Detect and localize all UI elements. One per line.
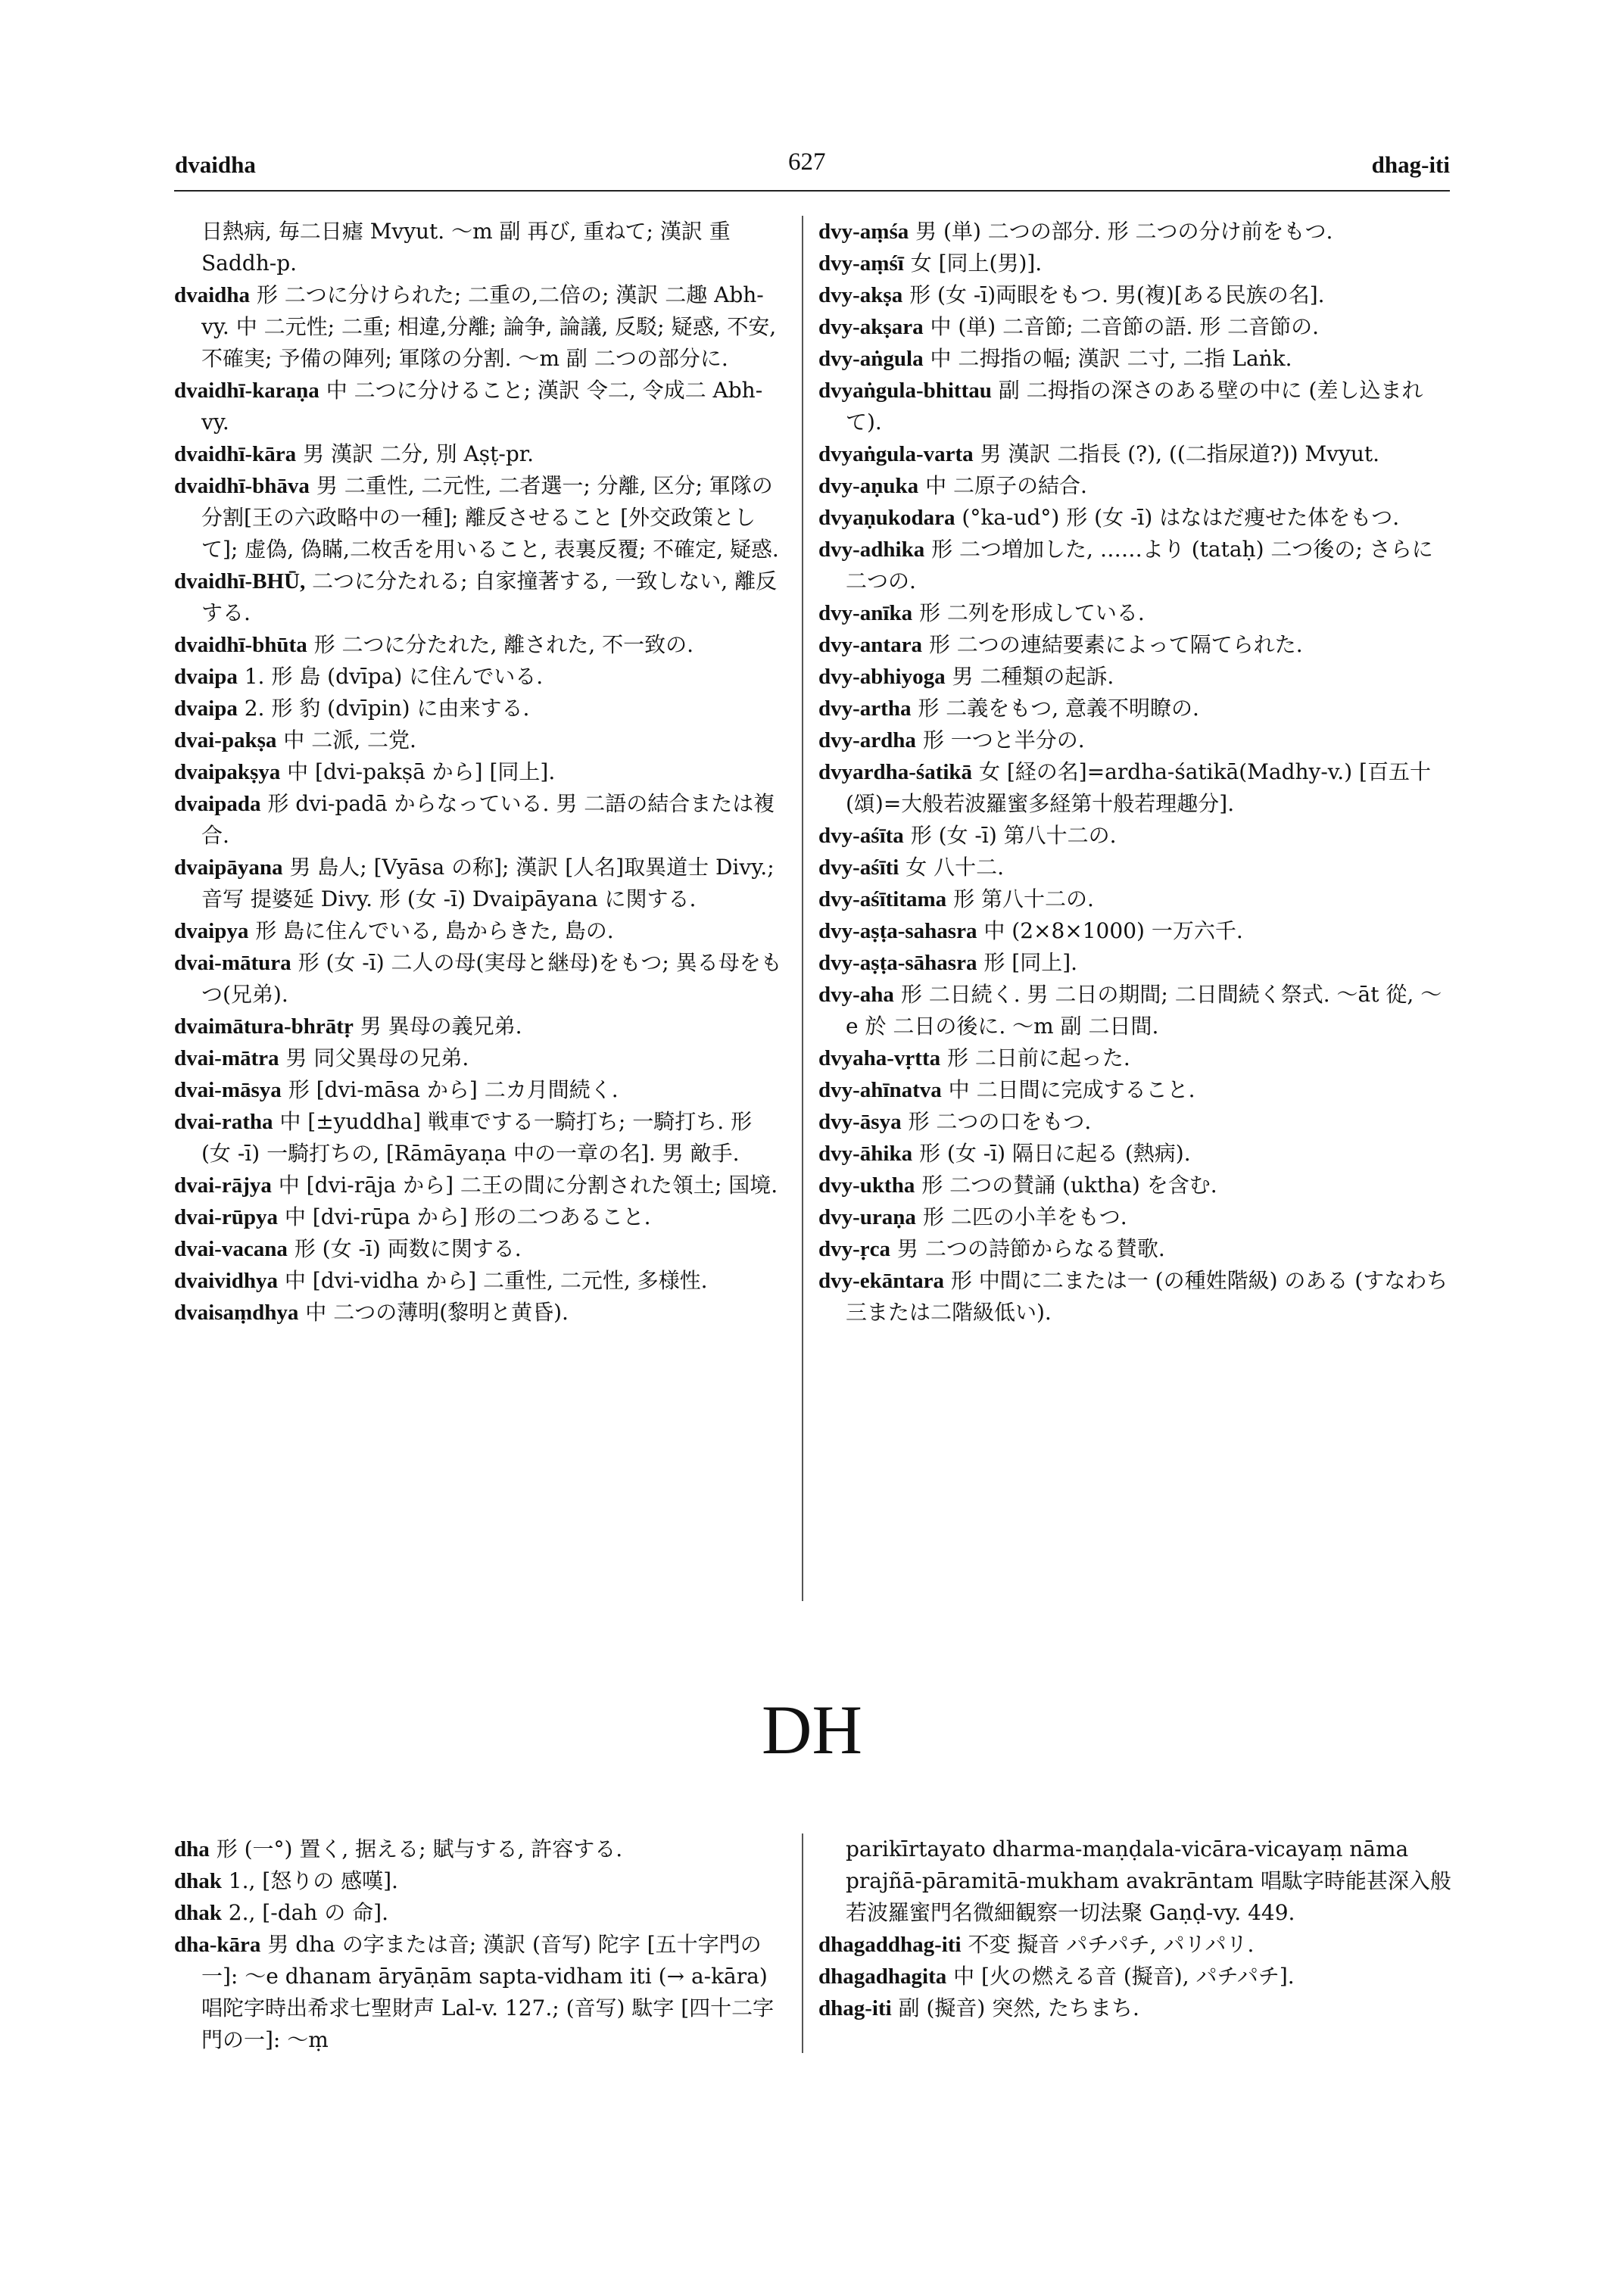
- dictionary-entry: [818, 661, 1451, 693]
- section-letter: DH: [762, 1691, 862, 1768]
- dictionary-entry: [174, 375, 786, 438]
- entry-definition: 形 [同上].: [977, 950, 1078, 975]
- column-right-bottom: [818, 1833, 1451, 2024]
- entry-definition: parikīrtayato dharma-maṇḍala-vicāra-vicayaṃ nāma prajñā-pāramitā-mukham avakrāntam 唱駄字時能甚深入般若波羅蜜門名微細観察一切法聚 Gaṇḍ-vy. 449.: [846, 1837, 1451, 1925]
- dictionary-entry: [818, 1833, 1451, 1929]
- dictionary-entry: [818, 1170, 1451, 1201]
- entry-definition: 2. 形 豹 (dvīpin) に由来する.: [237, 696, 530, 721]
- entry-definition: 1., [怒りの 感嘆].: [221, 1868, 398, 1893]
- entry-definition: 形 二列を形成している.: [912, 600, 1145, 625]
- dictionary-entry: [818, 1138, 1451, 1170]
- entry-definition: 形 dvi-padā からなっている. 男 二語の結合または複合.: [201, 791, 775, 848]
- entry-definition: 形 (一°) 置く, 据える; 賦与する, 許容する.: [209, 1837, 623, 1862]
- dictionary-entry: [818, 1201, 1451, 1233]
- dictionary-entry: [174, 1170, 786, 1201]
- entry-headword: dvaividhya: [174, 1269, 278, 1293]
- dictionary-entry: [174, 788, 786, 852]
- entry-headword: dvy-aṅgula: [818, 347, 924, 371]
- entry-definition: 不変 擬音 パチパチ, パリパリ.: [961, 1932, 1255, 1957]
- dictionary-entry: [818, 724, 1451, 756]
- column-left-bottom: [174, 1833, 786, 2056]
- dictionary-entry: [818, 915, 1451, 947]
- entry-headword: dvy-akṣara: [818, 315, 924, 339]
- entry-definition: 形 (女 -ī) 二人の母(実母と継母)をもつ; 異る母をもつ(兄弟).: [201, 950, 782, 1007]
- dictionary-entry: [174, 1297, 786, 1329]
- dictionary-entry: [818, 883, 1451, 915]
- entry-definition: 形 二つ増加した, ……より (tataḥ) 二つ後の; さらに二つの.: [846, 537, 1433, 594]
- entry-definition: 2., [-dah の 命].: [221, 1900, 388, 1925]
- dictionary-entry: [818, 248, 1451, 279]
- dictionary-entry: [818, 1929, 1451, 1961]
- entry-headword: dvy-adhika: [818, 537, 925, 562]
- column-divider: [802, 1833, 803, 2053]
- dictionary-entry: [818, 216, 1451, 248]
- dictionary-entry: [818, 597, 1451, 629]
- entry-headword: dvy-ahīnatva: [818, 1078, 942, 1102]
- entry-headword: dvyaṅgula-varta: [818, 442, 974, 466]
- entry-definition: (°ka-ud°) 形 (女 -ī) はなはだ痩せた体をもつ.: [955, 505, 1400, 530]
- entry-definition: 中 [dvi-pakṣā から] [同上].: [280, 759, 556, 784]
- dictionary-entry: [818, 820, 1451, 852]
- entry-headword: dvy-aṇuka: [818, 474, 919, 498]
- entry-headword: dvy-akṣa: [818, 283, 903, 307]
- entry-definition: 中 [±yuddha] 戦車でする一騎打ち; 一騎打ち. 形 (女 -ī) 一騎打ちの, [Rāmāyaṇa 中の一章の名]. 男 敵手.: [201, 1109, 753, 1166]
- column-divider: [802, 216, 803, 1601]
- entry-headword: dvaipāyana: [174, 855, 283, 880]
- entry-definition: 中 (単) 二音節; 二音節の語. 形 二音節の.: [923, 314, 1320, 339]
- entry-headword: dvaimātura-bhrātṛ: [174, 1014, 354, 1039]
- dictionary-entry: [174, 1833, 786, 1865]
- entry-headword: dvy-aṣṭa-sahasra: [818, 919, 977, 943]
- dictionary-entry: [818, 470, 1451, 502]
- dictionary-entry: [174, 915, 786, 947]
- entry-headword: dvy-aha: [818, 983, 894, 1007]
- entry-headword: dvai-māsya: [174, 1078, 282, 1102]
- dictionary-entry: [818, 1233, 1451, 1265]
- dictionary-entry: [818, 438, 1451, 470]
- entry-headword: dvaipa: [174, 696, 238, 721]
- entry-headword: dvaisaṃdhya: [174, 1301, 299, 1325]
- dictionary-entry: [174, 756, 786, 788]
- entry-headword: dvy-āhika: [818, 1142, 913, 1166]
- entry-definition: 形 (女 -ī) 両数に関する.: [287, 1236, 522, 1261]
- dictionary-entry: [174, 1201, 786, 1233]
- entry-headword: dvy-antara: [818, 633, 922, 657]
- entry-headword: dha-kāra: [174, 1933, 261, 1957]
- entry-headword: dvaipakṣya: [174, 760, 281, 784]
- entry-definition: 中 [火の燃える音 (擬音), パチパチ].: [946, 1964, 1295, 1989]
- left-guide-word: dvaidha: [175, 151, 256, 178]
- dictionary-entry: [818, 1106, 1451, 1138]
- entry-headword: dvy-aśīti: [818, 855, 899, 880]
- dictionary-entry: [174, 1011, 786, 1042]
- dictionary-entry: [174, 1865, 786, 1897]
- entry-headword: dvaidhī-kāra: [174, 442, 297, 466]
- entry-headword: dvy-aṃśī: [818, 251, 904, 276]
- dictionary-entry: [174, 216, 786, 279]
- entry-headword: dvy-āsya: [818, 1110, 902, 1134]
- right-guide-word: dhag-iti: [1371, 151, 1450, 178]
- dictionary-entry: [818, 534, 1451, 597]
- entry-definition: 副 二拇指の深さのある壁の中に (差し込まれて).: [846, 378, 1423, 435]
- entry-definition: 形 (女 -ī)両眼をもつ. 男(複)[ある民族の名].: [902, 282, 1325, 307]
- entry-headword: dvai-rājya: [174, 1173, 272, 1198]
- entry-definition: 副 (擬音) 突然, たちまち.: [891, 1995, 1139, 2020]
- entry-definition: 日熱病, 毎二日瘧 Mvyut. ～m 副 再び, 重ねて; 漢訳 重 Saddh-p.: [201, 219, 731, 276]
- entry-headword: dvaidhī-bhūta: [174, 633, 307, 657]
- dictionary-entry: [818, 756, 1451, 820]
- entry-headword: dvy-aśīta: [818, 824, 904, 848]
- dictionary-entry: [818, 693, 1451, 724]
- entry-definition: 中 [dvi-rāja から] 二王の間に分割された領土; 国境.: [271, 1173, 778, 1198]
- entry-definition: 男 二つの詩節からなる賛歌.: [890, 1236, 1165, 1261]
- dictionary-entry: [174, 724, 786, 756]
- entry-definition: 中 [dvi-rūpa から] 形の二つあること.: [277, 1204, 651, 1229]
- entry-headword: dvyaṇukodara: [818, 506, 955, 530]
- entry-headword: dha: [174, 1837, 210, 1862]
- entry-definition: 形 二つの連結要素によって隔てられた.: [921, 632, 1303, 657]
- dictionary-entry: [818, 1042, 1451, 1074]
- entry-definition: 中 二つの薄明(黎明と黄昏).: [298, 1300, 569, 1325]
- entry-definition: 中 二拇指の幅; 漢訳 二寸, 二指 Laṅk.: [923, 346, 1292, 371]
- dictionary-entry: [818, 1992, 1451, 2024]
- entry-definition: 形 二つの賛誦 (uktha) を含む.: [915, 1173, 1217, 1198]
- entry-headword: dvy-anīka: [818, 601, 913, 625]
- dictionary-entry: [174, 661, 786, 693]
- entry-definition: 形 (女 -ī) 第八十二の.: [903, 823, 1117, 848]
- entry-headword: dvyaṅgula-bhittau: [818, 379, 992, 403]
- entry-headword: dvai-rūpya: [174, 1205, 278, 1229]
- entry-headword: dvai-ratha: [174, 1110, 273, 1134]
- dictionary-entry: [174, 470, 786, 565]
- entry-definition: 形 二つの口をもつ.: [901, 1109, 1092, 1134]
- entry-headword: dhagaddhag-iti: [818, 1933, 962, 1957]
- entry-definition: 1. 形 島 (dvīpa) に住んでいる.: [237, 664, 544, 689]
- entry-headword: dvy-artha: [818, 696, 912, 721]
- dictionary-entry: [174, 1233, 786, 1265]
- entry-definition: 形 二匹の小羊をもつ.: [915, 1204, 1127, 1229]
- column-right-top: [818, 216, 1451, 1329]
- entry-definition: 男 (単) 二つの部分. 形 二つの分け前をもつ.: [909, 219, 1333, 244]
- entry-definition: 形 二日前に起った.: [940, 1045, 1130, 1070]
- entry-headword: dvaipa: [174, 665, 238, 689]
- entry-definition: 形 二義をもつ, 意義不明瞭の.: [911, 696, 1199, 721]
- dictionary-entry: [174, 279, 786, 375]
- entry-headword: dvyaha-vṛtta: [818, 1046, 941, 1070]
- entry-definition: 中 二日間に完成すること.: [941, 1077, 1195, 1102]
- entry-definition: 女 八十二.: [899, 855, 1005, 880]
- column-left-top: [174, 216, 786, 1329]
- entry-headword: dvyardha-śatikā: [818, 760, 973, 784]
- entry-headword: dvaipya: [174, 919, 249, 943]
- entry-definition: 男 漢訳 二分, 別 Aṣṭ-pr.: [296, 441, 535, 466]
- entry-definition: 形 一つと半分の.: [915, 727, 1085, 752]
- dictionary-entry: [174, 565, 786, 629]
- dictionary-entry: [818, 1961, 1451, 1992]
- entry-definition: 男 dha の字または音; 漢訳 (音写) 陀字 [五十字門の一]: ～e dhanam āryāṇām sapta-vidham iti (→ a-kāra) 唱陀字時出希求七聖財声 Lal-v. 127.; (音写) 駄字 [四十二字門の一]: ～ṃ: [201, 1932, 775, 2052]
- entry-definition: 二つに分たれる; 自家撞著する, 一致しない, 離反する.: [201, 569, 778, 625]
- dictionary-entry: [818, 311, 1451, 343]
- entry-headword: dvaidhī-BHŪ,: [174, 569, 306, 594]
- dictionary-entry: [174, 1897, 786, 1929]
- entry-definition: 形 二つに分たれた, 離された, 不一致の.: [307, 632, 694, 657]
- entry-definition: 形 二日続く. 男 二日の期間; 二日間続く祭式. ～āt 從, ～e 於 二日の後に. ～m 副 二日間.: [846, 982, 1442, 1039]
- header-rule: [174, 190, 1450, 192]
- entry-headword: dvy-uktha: [818, 1173, 915, 1198]
- dictionary-entry: [818, 852, 1451, 883]
- entry-headword: dvaidhī-bhāva: [174, 474, 310, 498]
- dictionary-entry: [174, 947, 786, 1011]
- entry-definition: 中 二つに分けること; 漢訳 令二, 令成二 Abh-vy.: [201, 378, 763, 435]
- entry-headword: dvaidha: [174, 283, 250, 307]
- dictionary-entry: [818, 1074, 1451, 1106]
- entry-definition: 形 二つに分けられた; 二重の,二倍の; 漢訳 二趣 Abh-vy. 中 二元性; 二重; 相違,分離; 論争, 論議, 反駁; 疑惑, 不安, 不確実; 予備の陣列; 軍隊の分割. ～m 副 二つの部分に.: [201, 282, 777, 371]
- entry-headword: dvy-ardha: [818, 728, 916, 752]
- entry-definition: 男 島人; [Vyāsa の称]; 漢訳 [人名]取異道士 Divy.; 音写 提婆延 Divy. 形 (女 -ī) Dvaipāyana に関する.: [201, 855, 775, 911]
- dictionary-entry: [818, 947, 1451, 979]
- entry-definition: 形 中間に二または一 (の種姓階級) のある (すなわち三または二階級低い).: [846, 1268, 1448, 1325]
- dictionary-entry: [174, 1929, 786, 2056]
- entry-headword: dvy-ekāntara: [818, 1269, 944, 1293]
- entry-definition: 中 二原子の結合.: [918, 473, 1087, 498]
- entry-headword: dhak: [174, 1901, 222, 1925]
- entry-definition: 形 (女 -ī) 隔日に起る (熱病).: [912, 1141, 1191, 1166]
- entry-definition: 男 漢訳 二指長 (?), ((二指尿道?)) Mvyut.: [973, 441, 1380, 466]
- entry-headword: dvai-vacana: [174, 1237, 288, 1261]
- entry-headword: dvaidhī-karaṇa: [174, 379, 320, 403]
- entry-headword: dvy-aṣṭa-sāhasra: [818, 951, 977, 975]
- entry-definition: 女 [経の名]=ardha-śatikā(Madhy-v.) [百五十(頌)=大般若波羅蜜多経第十般若理趣分].: [846, 759, 1431, 816]
- dictionary-entry: [174, 1042, 786, 1074]
- entry-headword: dhak: [174, 1869, 222, 1893]
- entry-definition: 男 異母の義兄弟.: [353, 1014, 522, 1039]
- entry-definition: 形 島に住んでいる, 島からきた, 島の.: [248, 918, 614, 943]
- dictionary-entry: [818, 502, 1451, 534]
- entry-definition: 中 [dvi-vidha から] 二重性, 二元性, 多様性.: [278, 1268, 708, 1293]
- dictionary-entry: [818, 979, 1451, 1042]
- dictionary-entry: [174, 629, 786, 661]
- entry-definition: 形 [dvi-māsa から] 二カ月間続く.: [281, 1077, 619, 1102]
- dictionary-entry: [174, 438, 786, 470]
- entry-definition: 女 [同上(男)].: [903, 251, 1043, 276]
- dictionary-entry: [818, 279, 1451, 311]
- entry-definition: 男 二重性, 二元性, 二者選一; 分離, 区分; 軍隊の分割[王の六政略中の一種]; 離反させること [外交政策として]; 虚偽, 偽瞞,二枚舌を用いること, 表裏反覆; 不確定, 疑惑.: [201, 473, 779, 562]
- entry-headword: dvaipada: [174, 792, 261, 816]
- entry-definition: 男 同父異母の兄弟.: [279, 1045, 469, 1070]
- entry-headword: dvai-mātra: [174, 1046, 279, 1070]
- dictionary-entry: [818, 1265, 1451, 1329]
- page-number: 627: [788, 148, 826, 176]
- dictionary-entry: [174, 1265, 786, 1297]
- dictionary-entry: [174, 1074, 786, 1106]
- entry-definition: 形 第八十二の.: [946, 886, 1094, 911]
- entry-headword: dhagadhagita: [818, 1964, 947, 1989]
- entry-headword: dvai-pakṣa: [174, 728, 277, 752]
- dictionary-entry: [818, 375, 1451, 438]
- entry-headword: dvy-aṃśa: [818, 220, 909, 244]
- dictionary-entry: [818, 629, 1451, 661]
- entry-definition: 中 (2×8×1000) 一万六千.: [977, 918, 1243, 943]
- entry-headword: dvy-abhiyoga: [818, 665, 946, 689]
- dictionary-entry: [174, 852, 786, 915]
- dictionary-entry: [174, 1106, 786, 1170]
- entry-headword: dhag-iti: [818, 1996, 892, 2020]
- dictionary-entry: [174, 693, 786, 724]
- entry-headword: dvai-mātura: [174, 951, 291, 975]
- entry-definition: 中 二派, 二党.: [276, 727, 416, 752]
- entry-headword: dvy-aśītitama: [818, 887, 947, 911]
- entry-definition: 男 二種類の起訴.: [945, 664, 1114, 689]
- entry-headword: dvy-uraṇa: [818, 1205, 916, 1229]
- dictionary-entry: [818, 343, 1451, 375]
- entry-headword: dvy-ṛca: [818, 1237, 891, 1261]
